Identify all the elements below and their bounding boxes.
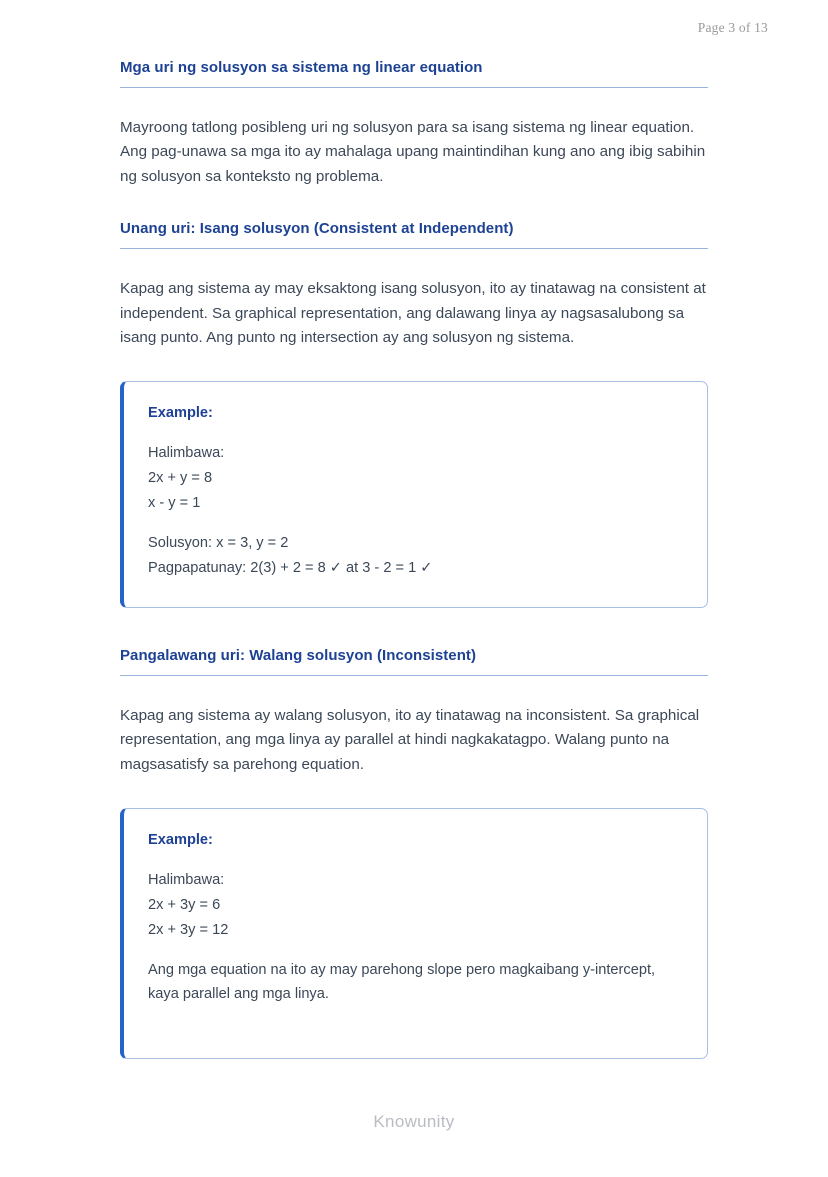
example-note: Ang mga equation na ito ay may parehong slope pero magkaibang y-intercept, kaya parallel ang mga linya. xyxy=(148,961,656,1003)
page-number-label: Page 3 of 13 xyxy=(697,20,768,35)
section-heading-pangalawang-uri: Pangalawang uri: Walang solusyon (Inconsistent) xyxy=(120,646,708,676)
example-box-one xyxy=(120,381,708,608)
example-two-lines xyxy=(148,868,683,1007)
example-spacer xyxy=(148,943,683,958)
paragraph-block-3 xyxy=(120,704,708,778)
example-spacer xyxy=(148,516,683,531)
body-paragraph: Mayroong tatlong posibleng uri ng solusyon para sa isang sistema ng linear equation. Ang pag-unawa sa mga ito ay mahalaga upang maintindihan kung ano ang ibig sabihin ng solusyon sa konteksto ng problema. xyxy=(120,118,706,185)
page-footer xyxy=(0,1067,828,1177)
body-paragraph: Kapag ang sistema ay walang solusyon, ito ay tinatawag na inconsistent. Sa graphical representation, ang mga linya ay parallel at hindi nagkakatagpo. Walang punto na magsasatisfy sa parehong equation. xyxy=(120,706,700,773)
section-heading-block-1 xyxy=(120,58,708,88)
example-solution: Solusyon: x = 3, y = 2 xyxy=(148,535,289,551)
page-title: Mga uri ng solusyon sa sistema ng linear equation xyxy=(120,58,708,88)
example-one-lines xyxy=(148,441,683,581)
page-header xyxy=(0,0,828,58)
section-heading-block-2 xyxy=(120,219,708,249)
example-verification: Pagpapatunay: 2(3) + 2 = 8 ✓ at 3 - 2 = 1 ✓ xyxy=(148,560,433,577)
watermark-label: Knowunity xyxy=(373,1112,455,1132)
example-intro: Halimbawa: xyxy=(148,871,225,888)
example-intro: Halimbawa: xyxy=(148,444,225,461)
example-label: Example: xyxy=(148,404,213,421)
example-equation-2: x - y = 1 xyxy=(148,494,201,511)
example-box-tail xyxy=(148,1006,683,1032)
paragraph-block-2 xyxy=(120,277,708,351)
example-label: Example: xyxy=(148,831,213,848)
example-equation-1: 2x + 3y = 6 xyxy=(148,896,221,913)
section-heading-block-3 xyxy=(120,646,708,676)
example-equation-2: 2x + 3y = 12 xyxy=(148,921,229,938)
example-equation-1: 2x + y = 8 xyxy=(148,469,213,486)
section-heading-unang-uri: Unang uri: Isang solusyon (Consistent at Independent) xyxy=(120,219,708,249)
body-paragraph: Kapag ang sistema ay may eksaktong isang solusyon, ito ay tinatawag na consistent at independent. Sa graphical representation, ang dalawang linya ay nagsasalubong sa isang punto. Ang punto ng intersection ay ang solusyon ng sistema. xyxy=(120,279,706,347)
example-box-two xyxy=(120,808,708,1060)
paragraph-block-1 xyxy=(120,116,708,190)
document-content xyxy=(0,58,828,1067)
